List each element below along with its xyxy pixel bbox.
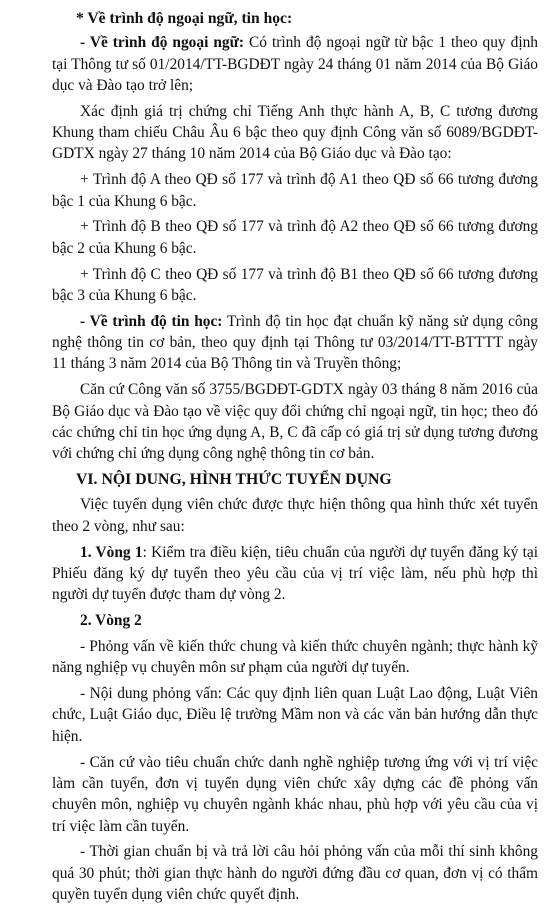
paragraph-level-a: + Trình độ A theo QĐ số 177 và trình độ A1 theo QĐ số 66 tương đương bậc 1 của Khung 6 bậc. (52, 171, 538, 210)
paragraph-it-skills (52, 311, 538, 375)
heading-languages: * Về trình độ ngoại ngữ, tin học: (76, 10, 293, 27)
label-round-1: 1. Vòng 1 (80, 543, 143, 561)
label-it-skills: - Về trình độ tin học: (80, 312, 223, 330)
paragraph-english-certificate: Xác định giá trị chứng chỉ Tiếng Anh thực hành A, B, C tương đương Khung tham chiếu Châu Âu 6 bậc theo quy định Công văn số 6089/BGDĐT-GDTX ngày 27 tháng 10 năm 2014 của Bộ Giáo dục và Đào tạo: (52, 102, 538, 163)
text-foreign-language: Có trình độ ngoại ngữ từ bậc 1 theo quy định tại Thông tư số 01/2014/TT-BGDĐT ngày 24 tháng 01 năm 2014 của Bộ Giáo dục và Đào tạo trở lên; (52, 34, 538, 94)
section-title: VI. NỘI DUNG, HÌNH THỨC TUYỂN DỤNG (76, 471, 392, 489)
paragraph-interview-topics: - Phỏng vấn về kiến thức chung và kiến thức chuyên ngành; thực hành kỹ năng nghiệp vụ chuyên môn sư phạm của người dự tuyển. (52, 637, 538, 677)
paragraph-interview-questions: - Căn cứ vào tiêu chuẩn chức danh nghề nghiệp tương ứng với vị trí việc làm cần tuyển, đơn vị tuyển dụng viên chức xây dựng các đề phỏng vấn chuyên môn, nghiệp vụ chuyên ngành khác nhau, phù hợp với yêu cầu của vị trí việc làm cần tuyển. (52, 753, 538, 835)
paragraph-level-b: + Trình độ B theo QĐ số 177 và trình độ A2 theo QĐ số 66 tương đương bậc 2 của Khung 6 bậc. (52, 218, 538, 257)
paragraph-it-certificate: Căn cứ Công văn số 3755/BGDĐT-GDTX ngày 03 tháng 8 năm 2016 của Bộ Giáo dục và Đào tạo về việc quy đổi chứng chỉ ngoại ngữ, tin học; theo đó các chứng chỉ tin học ứng dụng A, B, C đã cấp có giá trị sử dụng tương đương với chứng chỉ ứng dụng công nghệ thông tin cơ bản. (52, 381, 538, 463)
paragraph-interview-time: - Thời gian chuẩn bị và trả lời câu hỏi phỏng vấn của mỗi thí sinh không quá 30 phút; thời gian thực hành do người đứng đầu cơ quan, đơn vị có thẩm quyền tuyển dụng viên chức quyết định. (52, 843, 538, 903)
label-foreign-language: - Về trình độ ngoại ngữ: (80, 34, 244, 52)
text-round-1: : Kiểm tra điều kiện, tiêu chuẩn của người dự tuyển đăng ký tại Phiếu đăng ký dự tuyển theo yêu cầu của vị trí việc làm, nếu phù hợp thì người dự tuyển được tham dự vòng 2. (52, 543, 538, 604)
paragraph-level-c: + Trình độ C theo QĐ số 177 và trình độ B1 theo QĐ số 66 tương đương bậc 3 của Khung 6 bậc. (52, 265, 538, 304)
paragraph-foreign-language (52, 32, 538, 96)
paragraph-recruitment-intro: Việc tuyển dụng viên chức được thực hiện thông qua hình thức xét tuyển theo 2 vòng, như sau: (52, 496, 538, 535)
paragraph-interview-content: - Nội dung phỏng vấn: Các quy định liên quan Luật Lao động, Luật Viên chức, Luật Giáo dục, Điều lệ trường Mầm non và các văn bản hướng dẫn thực hiện. (52, 685, 538, 745)
round-2-title: 2. Vòng 2 (80, 612, 142, 630)
paragraph-round-1 (52, 542, 538, 606)
text-it-skills: Trình độ tin học đạt chuẩn kỹ năng sử dụng công nghệ thông tin cơ bản, theo quy định tại Thông tư 03/2014/TT-BTTTT ngày 11 tháng 3 năm 2014 của Bộ Thông tin và Truyền thông; (52, 312, 538, 373)
